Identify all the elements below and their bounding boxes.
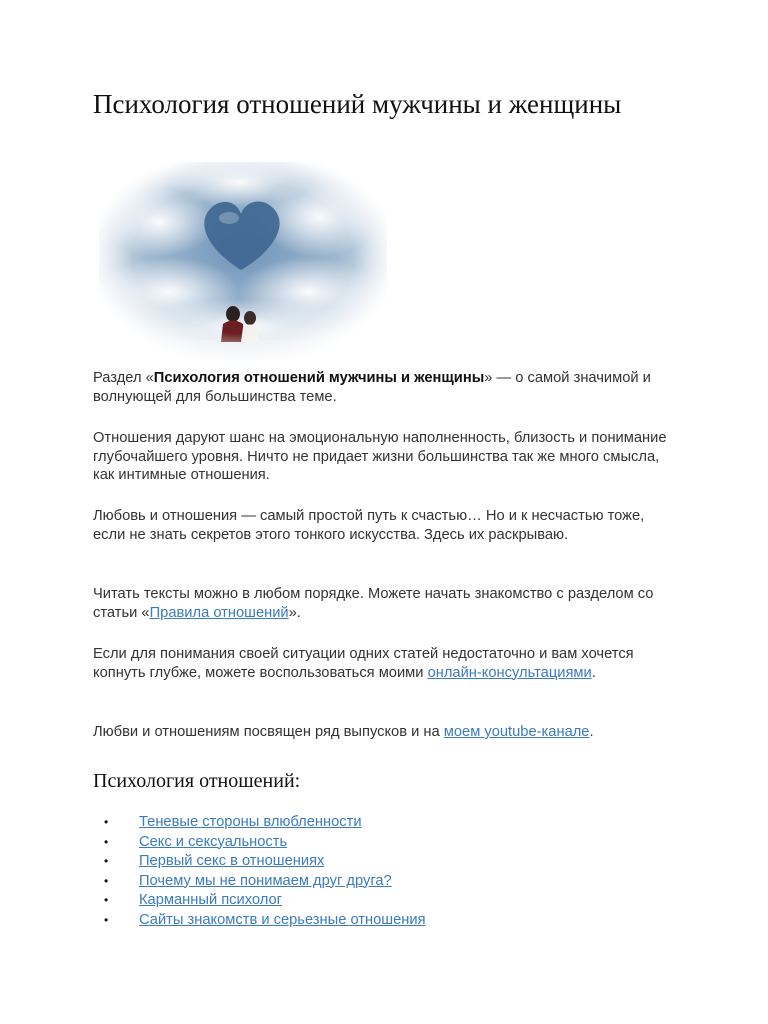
paragraph-youtube: Любви и отношениям посвящен ряд выпусков и на моем youtube-канале. <box>93 724 594 740</box>
bullet-icon: • <box>104 834 109 849</box>
intro-bold-title: Психология отношений мужчины и женщины <box>153 370 485 386</box>
bullet-icon: • <box>104 893 109 907</box>
list-item <box>93 891 593 911</box>
paragraph-consultations: Если для понимания своей ситуации одних статей недостаточно и вам хочется копнуть глубже, можете воспользоваться моими онлайн-консультациями. <box>93 646 634 681</box>
paragraph-reading-order: Читать тексты можно в любом порядке. Можете начать знакомство с разделом со статьи «Правила отношений». <box>93 586 654 621</box>
link-toc-item[interactable]: Теневые стороны влюбленности <box>139 814 362 830</box>
page-title: Психология отношений мужчины и женщины <box>93 89 622 119</box>
link-toc-item[interactable]: Карманный психолог <box>139 892 283 908</box>
list-item <box>93 833 593 853</box>
bullet-icon: • <box>104 815 109 829</box>
list-item <box>93 813 593 833</box>
bullet-icon: • <box>104 873 109 888</box>
link-toc-item[interactable]: Сайты знакомств и серьезные отношения <box>139 911 426 928</box>
link-rules-of-relationships[interactable]: Правила отношений <box>149 604 289 621</box>
article-list <box>93 813 593 930</box>
link-online-consultations[interactable]: онлайн-консультациями <box>427 664 592 681</box>
bullet-icon: • <box>104 854 109 868</box>
paragraph-relationships: Отношения даруют шанс на эмоциональную наполненность, близость и понимание глубочайшего уровня. Ничто не придает жизни большинства так же много смысла, как интимные отношения. <box>93 430 667 483</box>
link-toc-item[interactable]: Первый секс в отношениях <box>139 853 325 869</box>
link-youtube-channel[interactable]: моем youtube-канале <box>443 724 590 740</box>
section-title: Психология отношений: <box>93 770 301 792</box>
intro-paragraph: Раздел «Психология отношений мужчины и женщины» — о самой значимой и волнующей для большинства теме. <box>93 370 651 405</box>
paragraph-love: Любовь и отношения — самый простой путь к счастью… Но и к несчастью тоже, если не знать секретов этого тонкого искусства. Здесь их раскрываю. <box>93 508 645 543</box>
list-item <box>93 911 593 931</box>
list-item <box>93 872 593 892</box>
hero-image-heart-cloud-couple <box>99 162 387 360</box>
link-toc-item[interactable]: Секс и сексуальность <box>139 833 288 850</box>
list-item <box>93 852 593 872</box>
bullet-icon: • <box>104 912 109 927</box>
link-toc-item[interactable]: Почему мы не понимаем друг друга? <box>139 872 392 889</box>
